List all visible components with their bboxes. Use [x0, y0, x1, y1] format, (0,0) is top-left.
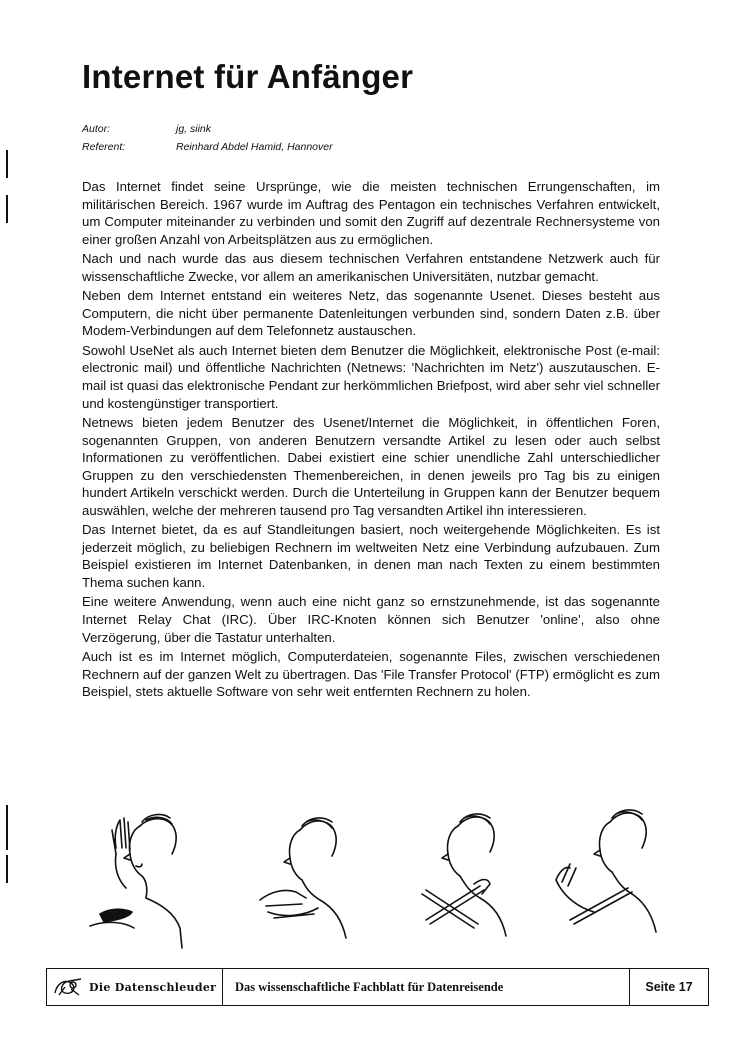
- footer-logo-cell: [47, 969, 223, 1005]
- gesture-illustration: [70, 808, 670, 958]
- paragraph: Sowohl UseNet als auch Internet bieten dem Benutzer die Möglichkeit, elektronische Post (e-mail: electronic mail) und öffentliche Nachrichten (Netnews: 'Nachrichten im Netz') auszutauschen. E-mail ist quasi das elektronische Pendant zur herkömmlichen Briefpost, wird aber sehr viel schneller und kostengünstiger transportiert.: [82, 342, 660, 411]
- footer-page-cell: [630, 969, 708, 1005]
- logo-text: Die Datenschleuder: [89, 980, 217, 994]
- paragraph: Netnews bieten jedem Benutzer des Usenet/Internet die Möglichkeit, in öffentlichen Foren, sogenannten Gruppen, von anderen Benutzern versandte Artikel zu lesen oder auch selbst Informationen zu veröffentlichen. Dabei existiert eine schier unendliche Zahl unterschiedlicher Gruppen zu den verschiedensten Themenbereichen, in denen jeweils pro Tag bis zu einigen hundert Artikeln verschickt werden. Durch die Unterteilung in Gruppen kann der Benutzer bequem auswählen, welche der mehreren tausend pro Tag versandten Artikel ihn interessieren.: [82, 414, 660, 518]
- paragraph: Neben dem Internet entstand ein weiteres Netz, das sogenannte Usenet. Dieses besteht aus Computern, die nicht über permanente Datenleitungen verbunden sind, sondern Daten z.B. über Modem-Verbindungen auf dem Telefonnetz austauschen.: [82, 288, 660, 339]
- page-title: Internet für Anfänger: [82, 58, 414, 95]
- referent-label: Referent:: [82, 141, 126, 153]
- paragraph: Nach und nach wurde das aus diesem technischen Verfahren entstandene Netzwerk auch für wissenschaftliche Zwecke, vor allem an amerikanischen Universitäten, nutzbar gemacht.: [82, 251, 660, 284]
- author-value: jg, siink: [176, 123, 212, 135]
- article-body: [82, 178, 660, 703]
- referent-value: Reinhard Abdel Hamid, Hannover: [176, 141, 333, 153]
- page-number: 17: [678, 980, 693, 994]
- paragraph: Das Internet findet seine Ursprünge, wie die meisten technischen Errungenschaften, im militärischen Bereich. 1967 wurde im Auftrag des Pentagon ein technisches Verfahren entwickelt, um Computer miteinander zu verbinden und somit den Zugriff auf dezentrale Rechnersysteme von einer großen Anzahl von Arbeitsplätzen aus zu ermöglichen.: [82, 179, 660, 247]
- figure-2-illustration: [260, 818, 346, 938]
- scan-mark: [6, 150, 8, 178]
- figure-4-illustration: [556, 810, 656, 932]
- page-label: Seite: [645, 980, 676, 994]
- figure-1-illustration: [90, 815, 182, 948]
- paragraph: Auch ist es im Internet möglich, Computerdateien, sogenannte Files, zwischen verschiedenen Rechnern auf der ganzen Welt zu übertragen. Das 'File Transfer Protocol' (FTP) ermöglicht es zum Beispiel, stets aktuelle Software von sehr weit entfernten Rechnern zu holen.: [82, 649, 660, 700]
- paragraph: Eine weitere Anwendung, wenn auch eine nicht ganz so ernstzunehmende, ist das sogenannte Internet Relay Chat (IRC). Über IRC-Knoten können sich Benutzer 'online', also ohne Verzögerung, über die Tastatur unterhalten.: [82, 594, 660, 645]
- scan-mark: [6, 805, 8, 850]
- page-footer: [46, 968, 709, 1006]
- footer-tagline-cell: [223, 969, 630, 1005]
- figure-3-illustration: [422, 814, 506, 936]
- paragraph: Das Internet bietet, da es auf Standleitungen basiert, noch weitergehende Möglichkeiten. Es ist jederzeit möglich, zu beliebigen Rechnern im weltweiten Netz eine Verbindung aufzubauen. Zum Beispiel existieren im Internet Datenbanken, in denen man nach Texten zu einem bestimmten Thema suchen kann.: [82, 522, 660, 591]
- scan-mark: [6, 195, 8, 223]
- footer-tagline: Das wissenschaftliche Fachblatt für Datenreisende: [235, 979, 504, 994]
- chaos-knot-logo-icon: [51, 975, 85, 999]
- author-label: Autor:: [82, 123, 111, 135]
- scan-mark: [6, 855, 8, 883]
